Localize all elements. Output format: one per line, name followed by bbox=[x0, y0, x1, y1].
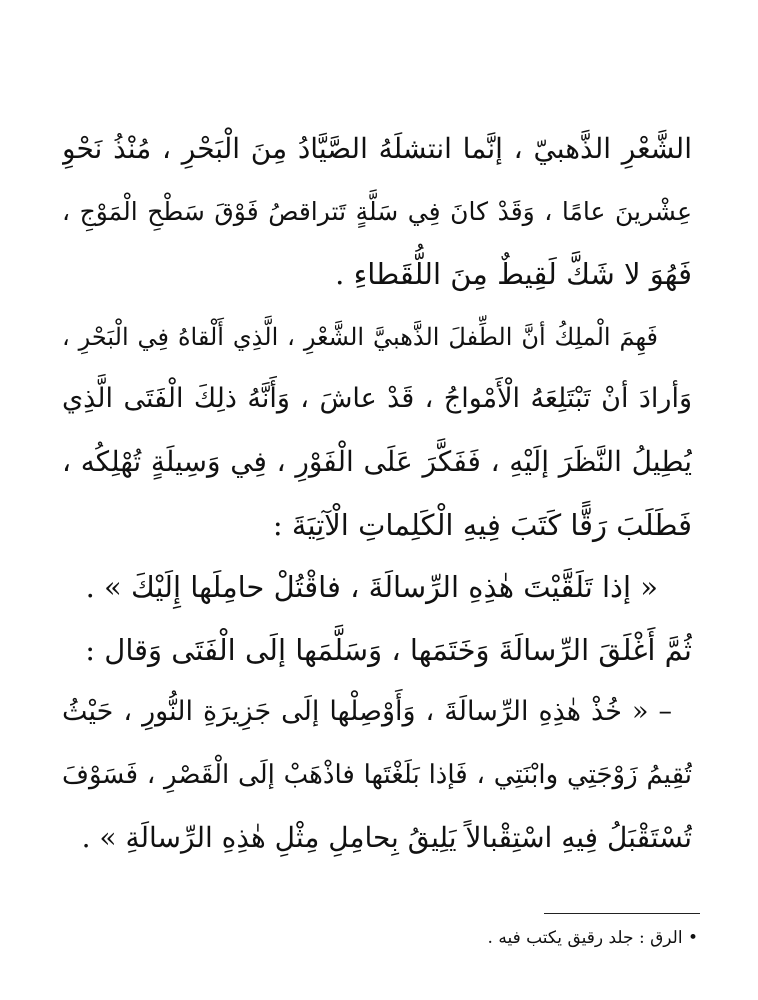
text-line: « إذا تَلَقَّيْتَ هٰذِهِ الرِّسالَةَ ، فاقْتُلْ حامِلَها إِلَيْكَ » . bbox=[85, 570, 658, 605]
text-line: يُطِيلُ النَّظَرَ إلَيْهِ ، فَفَكَّرَ عَلَى الْفَوْرِ ، فِي وَسِيلَةٍ تُهْلِكُه ، bbox=[62, 444, 692, 478]
text-line: – « خُذْ هٰذِهِ الرِّسالَةَ ، وَأَوْصِلْها إلَى جَزِيرَةِ النُّورِ ، حَيْثُ bbox=[62, 696, 672, 728]
text-line: تُسْتَقْبَلُ فِيهِ اسْتِقْبالاً يَلِيقُ بِحامِلِ مِثْلِ هٰذِهِ الرِّسالَةِ » . bbox=[81, 820, 692, 854]
footnote: • الرق : جلد رقيق يكتب فيه . bbox=[487, 928, 698, 948]
text-line: الشَّعْرِ الذَّهبيّ ، إنَّما انتشلَهُ الصَّيَّادُ مِنَ الْبَحْرِ ، مُنْذُ نَحْوِ bbox=[62, 132, 692, 165]
paragraph-3 bbox=[62, 619, 692, 682]
text-line: فَطَلَبَ رَقًّا كَتَبَ فِيهِ الْكَلِماتِ الْآتِيَةَ : bbox=[272, 507, 692, 542]
text-line: عِشْرينَ عامًا ، وَقَدْ كانَ فِي سَلَّةٍ تَتراقصُ فَوْقَ سَطْحِ الْمَوْجِ ، bbox=[62, 196, 692, 226]
text-line: وَأرادَ أنْ تَبْتَلِعَهُ الْأَمْواجُ ، قَدْ عاشَ ، وَأَنَّهُ ذلِكَ الْفَتَى الَّذِي bbox=[62, 383, 692, 415]
body-text bbox=[62, 118, 692, 869]
footnote-divider bbox=[544, 913, 700, 914]
quoted-message bbox=[62, 556, 692, 619]
text-line: فَهِمَ الْملِكُ أنَّ الطِّفلَ الذَّهبيَّ الشَّعْرِ ، الَّذِي أَلْقاهُ فِي الْبَحْرِ ، bbox=[62, 322, 658, 351]
dialogue-paragraph bbox=[62, 681, 692, 869]
text-line: ثُمَّ أَغْلَقَ الرِّسالَةَ وَخَتَمَها ، وَسَلَّمَها إلَى الْفَتَى وَقال : bbox=[85, 632, 692, 667]
text-line: تُقِيمُ زَوْجَتِي وابْنَتِي ، فَإذا بَلَغْتَها فاذْهَبْ إلَى الْقَصْرِ ، فَسَوْفَ bbox=[62, 759, 692, 790]
text-line: فَهُوَ لا شَكَّ لَقِيطٌ مِنَ اللُّقَطاءِ . bbox=[335, 257, 692, 292]
paragraph-1 bbox=[62, 118, 692, 306]
paragraph-2 bbox=[62, 306, 692, 556]
